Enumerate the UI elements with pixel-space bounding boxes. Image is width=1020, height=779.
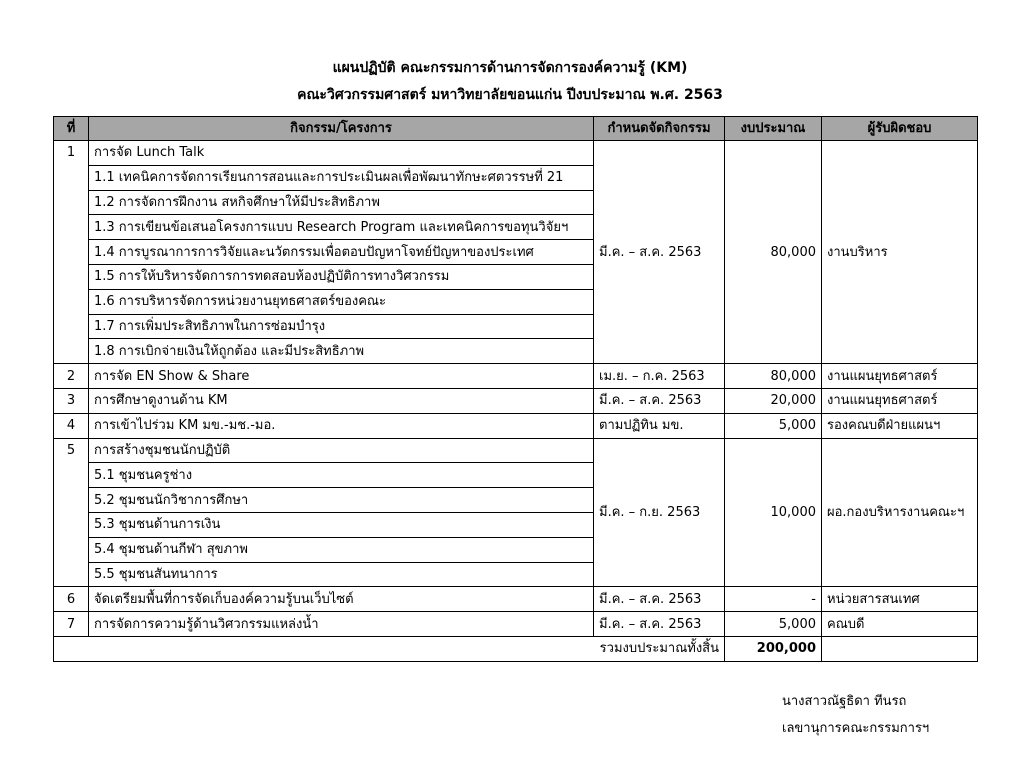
table-header-row: [54, 117, 978, 141]
activity-schedule: มี.ค. – ส.ค. 2563: [594, 388, 725, 413]
row-number: 7: [54, 612, 89, 637]
sub-activity: 1.2 การจัดการฝึกงาน สหกิจศึกษาให้มีประสิทธิภาพ: [89, 190, 594, 215]
row-number: 3: [54, 388, 89, 413]
sub-activity: 1.4 การบูรณาการการวิจัยและนวัตกรรมเพื่อตอบปัญหาโจทย์ปัญหาของประเทศ: [89, 240, 594, 265]
table-row: [54, 587, 978, 612]
sub-activity: 5.3 ชุมชนด้านการเงิน: [89, 512, 594, 537]
activity-budget: 5,000: [725, 413, 822, 438]
col-header-schedule: กำหนดจัดกิจกรรม: [594, 117, 725, 141]
sub-activity: 1.5 การให้บริหารจัดการการทดสอบห้องปฏิบัติการทางวิศวกรรม: [89, 264, 594, 289]
activity-schedule: มี.ค. – ส.ค. 2563: [594, 141, 725, 364]
activity-budget: -: [725, 587, 822, 612]
activity-budget: 5,000: [725, 612, 822, 637]
activity-title: การจัด EN Show & Share: [89, 364, 594, 389]
sub-activity: 1.7 การเพิ่มประสิทธิภาพในการซ่อมบำรุง: [89, 314, 594, 339]
activity-schedule: มี.ค. – ก.ย. 2563: [594, 438, 725, 587]
activity-budget: 10,000: [725, 438, 822, 587]
activity-title: การจัดการความรู้ด้านวิศวกรรมแหล่งน้ำ: [89, 612, 594, 637]
total-row: [54, 636, 978, 661]
activity-owner: รองคณบดีฝ่ายแผนฯ: [822, 413, 978, 438]
col-header-no: ที่: [54, 117, 89, 141]
row-number: 1: [54, 141, 89, 364]
document-title: แผนปฏิบัติ คณะกรรมการด้านการจัดการองค์ความรู้ (KM): [332, 60, 688, 76]
activity-budget: 80,000: [725, 364, 822, 389]
total-label: รวมงบประมาณทั้งสิ้น: [54, 636, 725, 661]
activity-schedule: มี.ค. – ส.ค. 2563: [594, 612, 725, 637]
sub-activity: 5.4 ชุมชนด้านกีฬา สุขภาพ: [89, 537, 594, 562]
sub-activity: 1.3 การเขียนข้อเสนอโครงการแบบ Research Program และเทคนิคการขอทุนวิจัยฯ: [89, 215, 594, 240]
activity-schedule: เม.ย. – ก.ค. 2563: [594, 364, 725, 389]
table-row: [54, 388, 978, 413]
row-number: 2: [54, 364, 89, 389]
activity-owner: หน่วยสารสนเทศ: [822, 587, 978, 612]
activity-schedule: มี.ค. – ส.ค. 2563: [594, 587, 725, 612]
signatory-position: เลขานุการคณะกรรมการฯ: [782, 721, 930, 736]
col-header-activity: กิจกรรม/โครงการ: [89, 117, 594, 141]
col-header-owner: ผู้รับผิดชอบ: [822, 117, 978, 141]
document-subtitle: คณะวิศวกรรมศาสตร์ มหาวิทยาลัยขอนแก่น ปีงบประมาณ พ.ศ. 2563: [297, 87, 723, 103]
activity-owner: ผอ.กองบริหารงานคณะฯ: [822, 438, 978, 587]
col-header-budget: งบประมาณ: [725, 117, 822, 141]
sub-activity: 5.1 ชุมชนครูช่าง: [89, 463, 594, 488]
activity-title: การศึกษาดูงานด้าน KM: [89, 388, 594, 413]
sub-activity: 1.1 เทคนิคการจัดการเรียนการสอนและการประเมินผลเพื่อพัฒนาทักษะศตวรรษที่ 21: [89, 165, 594, 190]
activity-title: จัดเตรียมพื้นที่การจัดเก็บองค์ความรู้บนเว็บไซต์: [89, 587, 594, 612]
activity-budget: 20,000: [725, 388, 822, 413]
sub-activity: 1.6 การบริหารจัดการหน่วยงานยุทธศาสตร์ของคณะ: [89, 289, 594, 314]
total-value: 200,000: [725, 636, 822, 661]
table-row: [54, 413, 978, 438]
activity-owner: งานแผนยุทธศาสตร์: [822, 388, 978, 413]
signatory-name: นางสาวณัฐธิดา ทีนรถ: [782, 694, 907, 709]
table-row: [54, 612, 978, 637]
activity-owner: คณบดี: [822, 612, 978, 637]
sub-activity: 5.2 ชุมชนนักวิชาการศึกษา: [89, 488, 594, 513]
row-number: 6: [54, 587, 89, 612]
row-number: 5: [54, 438, 89, 587]
activity-owner: งานบริหาร: [822, 141, 978, 364]
table-row: [54, 141, 978, 166]
activity-schedule: ตามปฏิทิน มข.: [594, 413, 725, 438]
activity-title: การเข้าไปร่วม KM มข.-มช.-มอ.: [89, 413, 594, 438]
km-plan-table: [53, 116, 978, 662]
activity-title: การจัด Lunch Talk: [89, 141, 594, 166]
sub-activity: 5.5 ชุมชนสันทนาการ: [89, 562, 594, 587]
sub-activity: 1.8 การเบิกจ่ายเงินให้ถูกต้อง และมีประสิทธิภาพ: [89, 339, 594, 364]
activity-owner: งานแผนยุทธศาสตร์: [822, 364, 978, 389]
activity-title: การสร้างชุมชนนักปฏิบัติ: [89, 438, 594, 463]
activity-budget: 80,000: [725, 141, 822, 364]
table-row: [54, 438, 978, 463]
row-number: 4: [54, 413, 89, 438]
total-empty-cell: [822, 636, 978, 661]
table-row: [54, 364, 978, 389]
